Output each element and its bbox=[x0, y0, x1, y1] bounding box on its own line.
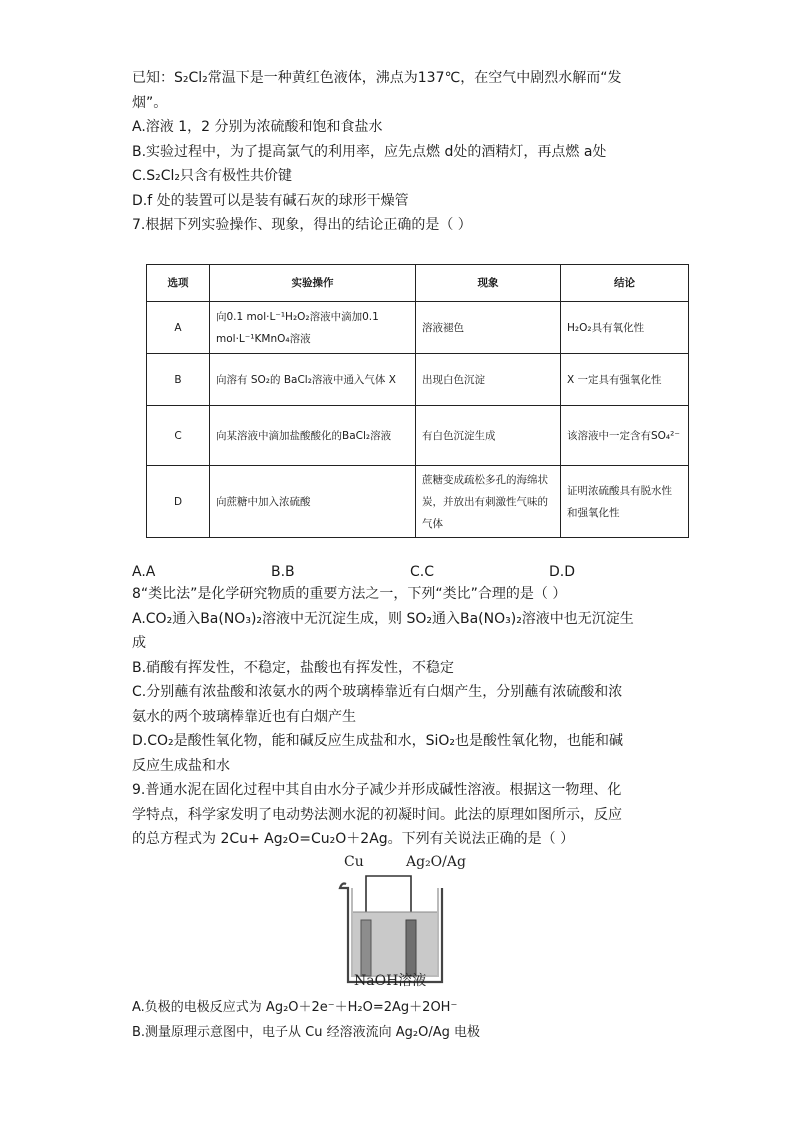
header-operation: 实验操作 bbox=[210, 265, 416, 302]
question-stem: 学特点，科学家发明了电动势法测水泥的初凝时间。此法的原理如图所示，反应 bbox=[132, 806, 622, 823]
header-phenomenon: 现象 bbox=[416, 265, 561, 302]
cell-conclusion: 证明浓硫酸具有脱水性和强氧化性 bbox=[561, 466, 689, 538]
option-d-cont: 反应生成盐和水 bbox=[132, 757, 230, 774]
q9-options bbox=[132, 996, 692, 1045]
header-option: 选项 bbox=[147, 265, 210, 302]
cell-phenomenon: 溶液褪色 bbox=[416, 302, 561, 354]
question-stem: 8“类比法”是化学研究物质的重要方法之一，下列“类比”合理的是（ ） bbox=[132, 586, 567, 602]
cell-conclusion: H₂O₂具有氧化性 bbox=[561, 302, 689, 354]
option-b: B.实验过程中，为了提高氯气的利用率，应先点燃 d处的酒精灯，再点燃 a处 bbox=[132, 143, 607, 160]
answer-b: B.B bbox=[271, 564, 295, 580]
table-row bbox=[147, 466, 689, 538]
header-conclusion: 结论 bbox=[561, 265, 689, 302]
option-c: C.S₂Cl₂只含有极性共价键 bbox=[132, 168, 293, 184]
answer-a: A.A bbox=[132, 564, 156, 580]
cell-operation: 向蔗糖中加入浓硫酸 bbox=[210, 466, 416, 538]
table-row bbox=[147, 354, 689, 406]
electrochemical-cell-figure bbox=[334, 852, 484, 992]
cell-option: A bbox=[147, 302, 210, 354]
label-cu: Cu bbox=[344, 854, 364, 870]
cell-operation: 向溶有 SO₂的 BaCl₂溶液中通入气体 X bbox=[210, 354, 416, 406]
cell-operation: 向某溶液中滴加盐酸酸化的BaCl₂溶液 bbox=[210, 406, 416, 466]
option-b: B.测量原理示意图中，电子从 Cu 经溶液流向 Ag₂O/Ag 电极 bbox=[132, 1024, 481, 1040]
option-a-cont: 成 bbox=[132, 635, 146, 651]
intro-line: 已知：S₂Cl₂常温下是一种黄红色液体，沸点为137℃，在空气中剧烈水解而“发 bbox=[132, 70, 622, 86]
q6-block bbox=[132, 66, 692, 238]
cell-phenomenon: 蔗糖变成疏松多孔的海绵状炭，并放出有刺激性气味的气体 bbox=[416, 466, 561, 538]
cell-operation: 向0.1 mol·L⁻¹H₂O₂溶液中滴加0.1 mol·L⁻¹KMnO₄溶液 bbox=[210, 302, 416, 354]
label-naoh: NaOH溶液 bbox=[354, 973, 427, 989]
cell-option: C bbox=[147, 406, 210, 466]
q8-q9-block bbox=[132, 582, 692, 852]
option-a: A.溶液 1，2 分别为浓硫酸和饱和食盐水 bbox=[132, 119, 383, 135]
question-stem: 7.根据下列实验操作、现象，得出的结论正确的是（ ） bbox=[132, 217, 472, 233]
label-ag2o-ag: Ag₂O/Ag bbox=[406, 854, 466, 870]
cell-conclusion: X 一定具有强氧化性 bbox=[561, 354, 689, 406]
option-d: D.f 处的装置可以是装有碱石灰的球形干燥管 bbox=[132, 192, 409, 209]
cell-option: D bbox=[147, 466, 210, 538]
option-c-cont: 氨水的两个玻璃棒靠近也有白烟产生 bbox=[132, 708, 356, 725]
question-stem: 9.普通水泥在固化过程中其自由水分子减少并形成碱性溶液。根据这一物理、化 bbox=[132, 782, 622, 798]
question-stem: 的总方程式为 2Cu+ Ag₂O=Cu₂O＋2Ag。下列有关说法正确的是（ ） bbox=[132, 831, 575, 847]
cell-phenomenon: 出现白色沉淀 bbox=[416, 354, 561, 406]
answer-c: C.C bbox=[410, 564, 435, 580]
option-a: A.负极的电极反应式为 Ag₂O＋2e⁻＋H₂O=2Ag＋2OH⁻ bbox=[132, 1000, 458, 1015]
option-a: A.CO₂通入Ba(NO₃)₂溶液中无沉淀生成，则 SO₂通入Ba(NO₃)₂溶液中也无沉淀生 bbox=[132, 610, 634, 627]
option-b: B.硝酸有挥发性，不稳定，盐酸也有挥发性，不稳定 bbox=[132, 659, 455, 676]
table-row bbox=[147, 302, 689, 354]
answer-d: D.D bbox=[549, 564, 576, 580]
intro-line: 烟”。 bbox=[132, 94, 168, 111]
option-c: C.分别蘸有浓盐酸和浓氨水的两个玻璃棒靠近有白烟产生，分别蘸有浓硫酸和浓 bbox=[132, 684, 623, 700]
cell-phenomenon: 有白色沉淀生成 bbox=[416, 406, 561, 466]
table-header-row bbox=[147, 265, 689, 302]
option-d: D.CO₂是酸性氧化物，能和碱反应生成盐和水，SiO₂也是酸性氧化物，也能和碱 bbox=[132, 733, 624, 749]
cell-option: B bbox=[147, 354, 210, 406]
answer-options bbox=[132, 560, 692, 584]
table-row bbox=[147, 406, 689, 466]
experiment-table bbox=[146, 264, 689, 538]
cell-conclusion: 该溶液中一定含有SO₄²⁻ bbox=[561, 406, 689, 466]
